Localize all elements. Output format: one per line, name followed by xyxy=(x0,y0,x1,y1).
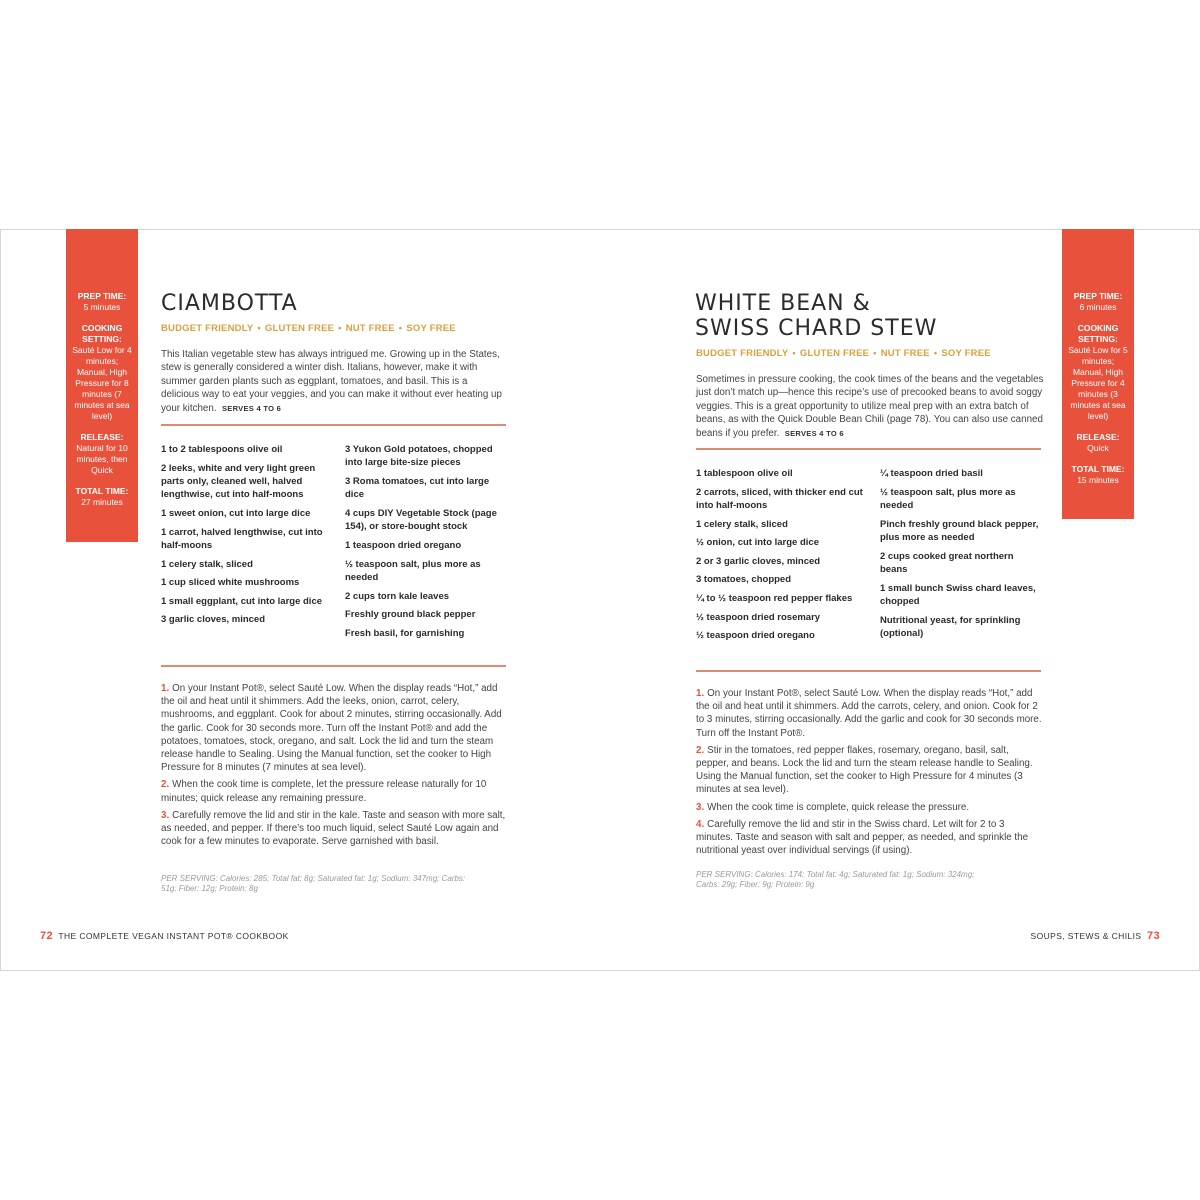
ingredient-item: 4 cups DIY Vegetable Stock (page 154), or store-bought stock xyxy=(345,508,497,533)
ingredients-column-1 xyxy=(161,443,333,632)
divider xyxy=(161,424,506,426)
prep-time-block: PREP TIME: 5 minutes xyxy=(77,291,127,312)
step-number: 1. xyxy=(696,688,705,699)
ingredients-column-2 xyxy=(345,443,510,645)
step-text: Carefully remove the lid and stir in the Swiss chard. Let wilt for 2 to 3 minutes. Taste and season with salt and pepper, as needed, and sprinkle the nutritional yeast over individual servings (if using). xyxy=(696,818,1029,857)
ingredient-item: 2 cups cooked great northern beans xyxy=(880,550,1014,575)
ingredient-item: 3 Yukon Gold potatoes, chopped into large bite-size pieces xyxy=(345,444,493,469)
step-text: Stir in the tomatoes, red pepper flakes, rosemary, oregano, basil, salt, pepper, and beans. Lock the lid and turn the steam release handle to Sealing. Using the Manual function, set the cooker to High Pressure for 4 minutes (3 minutes at sea level). xyxy=(696,744,1033,796)
prep-time-block: PREP TIME: 6 minutes xyxy=(1073,291,1123,312)
ingredient-item: 1 teaspoon dried oregano xyxy=(345,540,462,551)
left-recipe-info-sidebar xyxy=(66,229,138,542)
step-text: On your Instant Pot®, select Sauté Low. When the display reads “Hot,” add the oil and heat until it shimmers. Add the leeks, onion, carrot, celery, mushrooms, and eggplant. Cook for about 2 minutes, stirring occasionally. Add the garlic. Cook for 30 seconds more. Turn off the Instant Pot® and add the potatoes, tomatoes, stock, oregano, and salt. Lock the lid and turn the steam release handle to Sealing. Using the Manual function, set the cooker to High Pressure for 8 minutes (7 minutes at sea level). xyxy=(161,683,502,774)
ingredient-item: 1 celery stalk, sliced xyxy=(161,558,253,570)
right-page-folio xyxy=(1031,930,1160,942)
release-block: RELEASE: Natural for 10 minutes, then Quick xyxy=(76,432,128,475)
dietary-tags: BUDGET FRIENDLY • GLUTEN FREE • NUT FREE • SOY FREE xyxy=(696,348,991,359)
ingredient-item: 2 or 3 garlic cloves, minced xyxy=(696,555,821,567)
cooking-setting-block: COOKING SETTING: Sauté Low for 4 minutes; Manual, High Pressure for 8 minutes (7 minutes at sea level) xyxy=(72,323,132,421)
ingredient-item: 1 tablespoon olive oil xyxy=(696,468,793,479)
ingredients-column-2 xyxy=(880,467,1040,646)
ingredient-item: 2 carrots, sliced, with thicker end cut into half-moons xyxy=(696,486,863,511)
nutrition-info: PER SERVING: Calories: 285; Total fat: 8g; Saturated fat: 1g; Sodium: 347mg; Carbs: 51g; Fiber: 12g; Protein: 8g xyxy=(161,874,466,893)
ingredient-item: 2 cups torn kale leaves xyxy=(345,590,450,602)
step-number: 1. xyxy=(161,683,170,694)
total-time-block: TOTAL TIME: 27 minutes xyxy=(75,486,129,507)
step-item xyxy=(696,744,1044,797)
divider xyxy=(696,670,1041,672)
page-number: 73 xyxy=(1146,930,1160,942)
ingredient-item: ½ teaspoon dried oregano xyxy=(696,630,815,642)
step-item xyxy=(161,809,506,849)
ingredient-item: Nutritional yeast, for sprinkling (optional) xyxy=(880,614,1021,639)
ingredient-item: ½ teaspoon salt, plus more as needed xyxy=(880,486,1016,511)
ingredient-item: Freshly ground black pepper xyxy=(345,609,476,621)
ingredient-item: 1 small eggplant, cut into large dice xyxy=(161,595,323,607)
recipe-intro: This Italian vegetable stew has always intrigued me. Growing up in the States, stew is generally considered a winter dish. Italians, however, make it with summer garden plants such as eggplant, tomatoes, and basil. This is a delicious way to eat your veggies, and you can make it without ever heating up your kitchen. SERVES 4 TO 6 xyxy=(161,349,502,414)
ingredient-item: 2 leeks, white and very light green parts only, cleaned well, halved lengthwise, cut into half-moons xyxy=(161,462,316,501)
nutrition-info: PER SERVING: Calories: 174; Total fat: 4g; Saturated fat: 1g; Sodium: 324mg; Carbs: 29g; Fiber: 9g; Protein: 9g xyxy=(696,870,975,889)
ingredient-item: ½ teaspoon dried rosemary xyxy=(696,611,821,623)
step-text: When the cook time is complete, let the pressure release naturally for 10 minutes; quick release any remaining pressure. xyxy=(161,779,487,804)
serves-label: SERVES 4 TO 6 xyxy=(222,403,282,413)
book-title: THE COMPLETE VEGAN INSTANT POT® COOKBOOK xyxy=(58,931,289,941)
section-title: SOUPS, STEWS & CHILIS xyxy=(1030,931,1142,941)
ingredient-item: ¼ teaspoon dried basil xyxy=(880,468,983,479)
step-item xyxy=(161,682,506,774)
step-number: 2. xyxy=(161,779,170,791)
ingredient-item: 1 to 2 tablespoons olive oil xyxy=(161,444,283,455)
step-number: 3. xyxy=(696,801,705,813)
ingredient-item: ½ teaspoon salt, plus more as needed xyxy=(345,558,481,583)
dietary-tags: BUDGET FRIENDLY • GLUTEN FREE • NUT FREE • SOY FREE xyxy=(161,323,456,334)
ingredient-item: 3 tomatoes, chopped xyxy=(696,574,792,586)
ingredient-item: Pinch freshly ground black pepper, plus more as needed xyxy=(880,518,1039,543)
cooking-setting-block: COOKING SETTING: Sauté Low for 5 minutes; Manual, High Pressure for 4 minutes (3 minutes at sea level) xyxy=(1068,323,1128,421)
step-item xyxy=(696,818,1044,858)
ingredient-item: 1 small bunch Swiss chard leaves, chopped xyxy=(880,582,1036,607)
ingredient-item: 3 Roma tomatoes, cut into large dice xyxy=(345,476,490,501)
recipe-steps xyxy=(696,687,1044,861)
left-page-folio xyxy=(40,930,289,942)
recipe-title: CIAMBOTTA xyxy=(161,291,298,316)
step-item xyxy=(161,778,506,804)
divider xyxy=(161,665,506,667)
step-number: 2. xyxy=(696,744,705,756)
release-block: RELEASE: Quick xyxy=(1076,432,1120,453)
recipe-title: WHITE BEAN & SWISS CHARD STEW xyxy=(695,291,938,341)
divider xyxy=(696,448,1041,450)
ingredient-item: ¼ to ½ teaspoon red pepper flakes xyxy=(696,592,853,604)
ingredient-item: 1 cup sliced white mushrooms xyxy=(161,577,300,589)
step-text: On your Instant Pot®, select Sauté Low. When the display reads “Hot,” add the oil and heat until it shimmers. Add the carrots, celery, and onion. Cook for 2 to 3 minutes, stirring occasionally. Add the garlic and cook for 30 seconds more. Turn off the Instant Pot®. xyxy=(696,688,1042,739)
step-number: 4. xyxy=(696,818,705,830)
total-time-block: TOTAL TIME: 15 minutes xyxy=(1071,464,1125,485)
page-number: 72 xyxy=(40,930,54,942)
step-text: When the cook time is complete, quick release the pressure. xyxy=(707,801,970,813)
step-item xyxy=(696,687,1044,740)
ingredient-item: Fresh basil, for garnishing xyxy=(345,627,465,639)
recipe-steps xyxy=(161,682,506,852)
ingredient-item: 3 garlic cloves, minced xyxy=(161,614,266,626)
ingredient-item: 1 carrot, halved lengthwise, cut into half-moons xyxy=(161,526,323,551)
right-recipe-info-sidebar xyxy=(1062,229,1134,519)
step-item xyxy=(696,801,1044,814)
ingredients-column-1 xyxy=(696,467,866,648)
step-number: 3. xyxy=(161,809,170,821)
serves-label: SERVES 4 TO 6 xyxy=(784,428,844,438)
ingredient-item: 1 celery stalk, sliced xyxy=(696,518,788,530)
ingredient-item: ½ onion, cut into large dice xyxy=(696,537,819,549)
ingredient-item: 1 sweet onion, cut into large dice xyxy=(161,508,311,519)
recipe-intro: Sometimes in pressure cooking, the cook times of the beans and the vegetables just don’t match up—hence this recipe’s use of precooked beans to avoid soggy veggies. This is a great opportunity to utilize meal prep with an extra batch of beans, as with the Quick Double Bean Chili (page 78). You can also use canned beans if you prefer. SERVES 4 TO 6 xyxy=(696,374,1044,439)
step-text: Carefully remove the lid and stir in the kale. Taste and season with more salt, as needed, and pepper. If there’s too much liquid, select Sauté Low again and cook for a few minutes to evaporate. Serve garnished with basil. xyxy=(161,809,506,848)
